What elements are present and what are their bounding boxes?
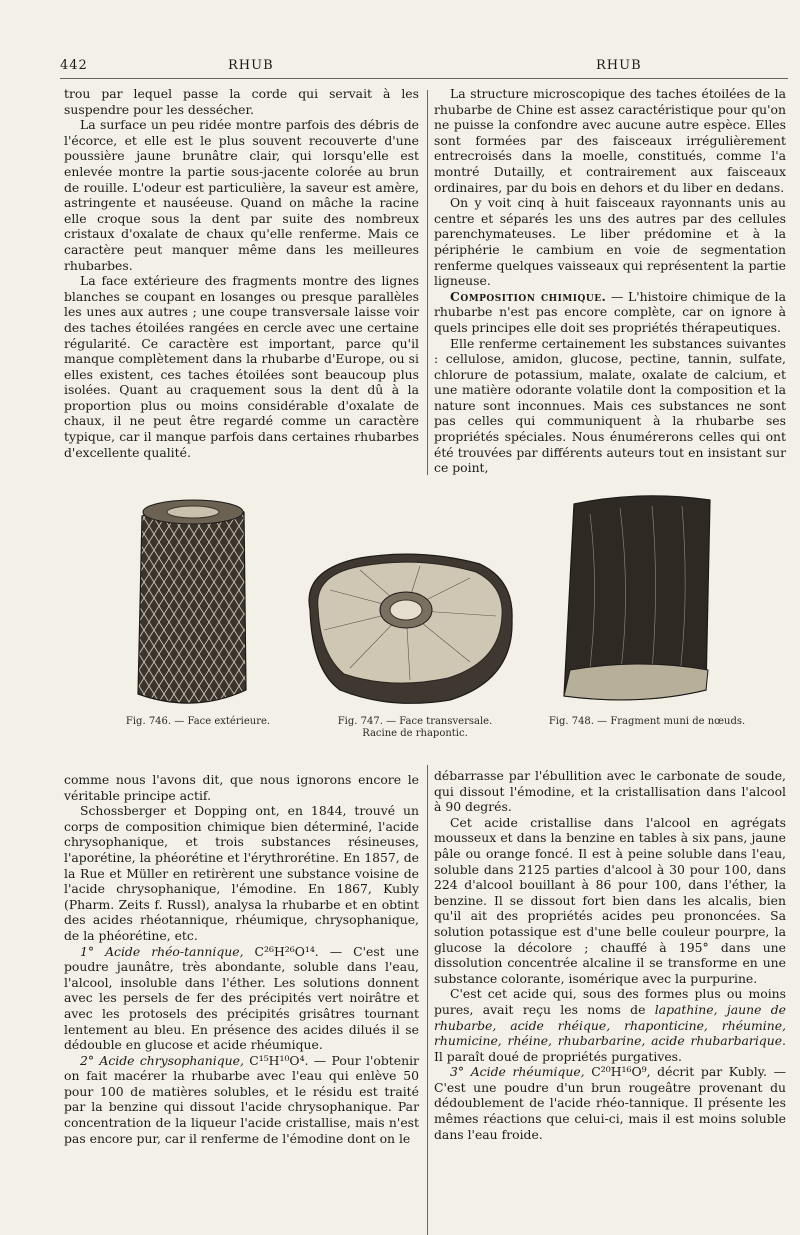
paragraph-text: . Il paraît doué de propriétés purgatives. bbox=[434, 1033, 786, 1064]
paragraph-text: C'est cet acide qui, sous des formes plus ou moins pures, avait reçu les noms de bbox=[434, 986, 786, 1017]
figure-748-illustration bbox=[560, 494, 716, 706]
paragraph: comme nous l'avons dit, que nous ignorons encore le véritable principe actif. bbox=[64, 772, 419, 803]
paragraph: Schossberger et Dopping ont, en 1844, trouvé un corps de composition chimique bien déterminé, l'acide chrysophanique, et trois substances résineuses, l'aporétine, la phéorétine et l'érythrorétine. En 1857, de la Rue et Müller en retirèrent une substance voisine de l'acide chrysophanique, l'émodine. En 1867, Kubly (Pharm. Zeits f. Russl), analysa la rhubarbe et en obtint des acides rhéotannique, rhéumique, chrysophanique, de la phéorétine, etc. bbox=[64, 803, 419, 943]
paragraph: Cet acide cristallise dans l'alcool en agrégats mousseux et dans la benzine en tables à six pans, jaune pâle ou orange foncé. Il est à peine soluble dans l'eau, soluble dans 2125 parties d'alcool à 30 pour 100, dans 224 d'alcool bouillant à 86 pour 100, dans l'éther, la benzine. Il se dissout fort bien dans les alcalis, bien qu'il ait des propriétés acides peu prononcées. Sa solution potassique est d'une belle couleur pourpre, la glucose la décolore ; chauffé à 195° dans une dissolution concentrée alcaline il se transforme en une substance colorante, isomérique avec la purpurine. bbox=[434, 814, 786, 986]
paragraph-text: — L'histoire chimique de la rhubarbe n'est pas encore complète, car on ignore à quels principes elle doit ses propriétés thérapeutiques. bbox=[434, 288, 786, 335]
figure-747-caption bbox=[315, 716, 515, 740]
paragraph: La face extérieure des fragments montre des lignes blanches se coupant en losanges ou presque parallèles les unes aux autres ; une coupe transversale laisse voir des taches étoilées rangées en cercle avec une certaine régularité. Ce caractère est important, parce qu'il manque complètement dans la rhubarbe d'Europe, ou si elles existent, ces taches étoilées sont beaucoup plus isolées. Quant au craquement sous la dent dû à la proportion plus ou moins considérable d'oxalate de chaux, il ne peut être regardé comme un caractère typique, car il manque parfois dans certaines rhubarbes d'excellente qualité. bbox=[64, 273, 419, 460]
synonym-list: lapathine, jaune de rhubarbe, acide rhéique, rhaponticine, rhéumine, rhumicine, rhéine, rhubarbarine, acide rhubarbarique bbox=[434, 1001, 786, 1049]
figure-746-illustration bbox=[134, 494, 250, 710]
column-top-left bbox=[64, 86, 419, 460]
paragraph-text: . — C'est une poudre jaunâtre, très abondante, soluble dans l'eau, l'alcool, insoluble dans l'éther. Les solutions donnent avec les persels de fer des précipités vert noirâtre et avec les protosels des précipités grisâtres tournant lentement au bleu. En présence des acides dilués il se dédouble en glucose et acide rhéumique. bbox=[64, 943, 419, 1053]
paragraph-rheotannic bbox=[64, 944, 419, 1053]
header-rule bbox=[60, 78, 788, 79]
paragraph-rheumic bbox=[434, 1064, 786, 1142]
section-heading: Composition chimique. bbox=[450, 288, 607, 304]
column-bottom-left bbox=[64, 772, 419, 1146]
paragraph-synonyms bbox=[434, 986, 786, 1064]
column-divider-bottom bbox=[427, 765, 428, 1235]
paragraph: On y voit cinq à huit faisceaux rayonnants unis au centre et séparés les uns des autres par des cellules parenchymateuses. Le liber prédomine et à la périphérie le cambium en voie de segmentation renferme quelques vaisseaux qui représentent la partie ligneuse. bbox=[434, 195, 786, 289]
paragraph-text: . — Pour l'obtenir on fait macérer la rhubarbe avec l'eau qui enlève 50 pour 100 de matières solubles, et le résidu est traité par la benzine qui dissout l'acide chrysophanique. Par concentration de la liqueur l'acide cristallise, mais n'est pas encore pur, car il renferme de l'émodine dont on le bbox=[64, 1052, 419, 1146]
chemical-formula: C²⁶H²⁶O¹⁴ bbox=[254, 943, 315, 959]
figure-747-caption-line: Fig. 747. — Face transversale. bbox=[337, 716, 493, 727]
column-divider-top bbox=[427, 90, 428, 475]
figure-748-caption: Fig. 748. — Fragment muni de nœuds. bbox=[548, 716, 746, 727]
compound-name: 1° Acide rhéo-tannique, bbox=[80, 943, 244, 959]
paragraph: La structure microscopique des taches étoilées de la rhubarbe de Chine est assez caractéristique pour qu'on ne puisse la confondre avec aucune autre espèce. Elles sont formées par des faisceaux irrégulièrement entrecroisés dans la moelle, constitués, comme l'a montré Dutailly, et contrairement aux faisceaux ordinaires, par du bois en dehors et du liber en dedans. bbox=[434, 86, 786, 195]
paragraph-text: , décrit par Kubly. — C'est une poudre d'un brun rougeâtre provenant du dédoublement de l'acide rhéo-tannique. Il présente les mêmes réactions que celui-ci, mais il est moins soluble dans l'eau froide. bbox=[434, 1064, 786, 1142]
column-bottom-right bbox=[434, 768, 786, 1142]
figure-746-caption: Fig. 746. — Face extérieure. bbox=[125, 716, 271, 727]
column-top-right bbox=[434, 86, 786, 476]
paragraph: La surface un peu ridée montre parfois des débris de l'écorce, et elle est le plus souvent recouverte d'une poussière jaune brunâtre clair, qui lorsqu'elle est enlevée montre la partie sous-jacente colorée au brun de rouille. L'odeur est particulière, la saveur est amère, astringente et nauséeuse. Quand on mâche la racine elle croque sous la dent par suite des nombreux cristaux d'oxalate de chaux qu'elle renferme. Mais ce caractère peut manquer même dans les meilleures rhubarbes. bbox=[64, 117, 419, 273]
paragraph-composition bbox=[434, 289, 786, 336]
paragraph: Elle renferme certainement les substances suivantes : cellulose, amidon, glucose, pectine, tannin, sulfate, chlorure de potassium, malate, oxalate de calcium, et une matière odorante volatile dont la composition et la nature sont inconnues. Mais ces substances ne sont pas celles qui communiquent à la rhubarbe ses propriétés spéciales. Nous énumérerons celles qui ont été trouvées par différents auteurs tout en insistant sur ce point, bbox=[434, 335, 786, 476]
paragraph: trou par lequel passe la corde qui servait à les suspendre pour les dessécher. bbox=[64, 86, 419, 117]
chemical-formula: C²⁰H¹⁶O⁹ bbox=[591, 1064, 647, 1080]
running-title-left: RHUB bbox=[228, 58, 274, 73]
figure-747-caption-line: Racine de rhapontic. bbox=[362, 728, 468, 739]
chemical-formula: C¹⁵H¹⁰O⁴ bbox=[249, 1052, 305, 1068]
paragraph: débarrasse par l'ébullition avec le carbonate de soude, qui dissout l'émodine, et la cristallisation dans l'alcool à 90 degrés. bbox=[434, 768, 786, 815]
compound-name: 2° Acide chrysophanique, bbox=[80, 1052, 244, 1068]
compound-name: 3° Acide rhéumique, bbox=[450, 1064, 585, 1080]
paragraph-chrysophanic bbox=[64, 1053, 419, 1147]
running-title-right: RHUB bbox=[596, 58, 642, 73]
page-number: 442 bbox=[60, 58, 88, 73]
figure-747-illustration bbox=[300, 550, 516, 710]
